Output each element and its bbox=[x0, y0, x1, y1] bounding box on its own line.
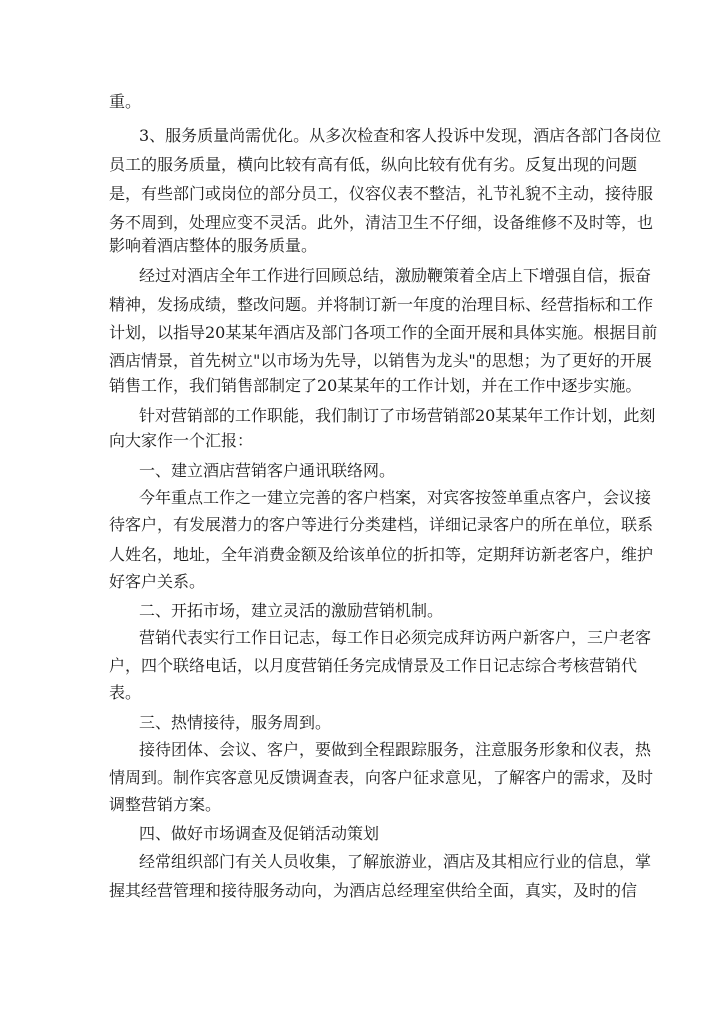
paragraph-line: 经常组织部门有关人员收集，了解旅游业，酒店及其相应行业的信息，掌 bbox=[139, 852, 652, 871]
text-line: 向大家作一个汇报： bbox=[109, 431, 254, 450]
paragraph-line: 接待团体、会议、客户，要做到全程跟踪服务，注意服务形象和仪表，热 bbox=[139, 740, 652, 759]
section-heading: 一、建立酒店营销客户通讯联络网。 bbox=[139, 461, 396, 480]
text-line: 员工的服务质量，横向比较有高有低，纵向比较有优有劣。反复出现的问题 bbox=[109, 155, 638, 174]
text-line: 调整营销方案。 bbox=[109, 795, 222, 814]
text-line: 是，有些部门或岗位的部分员工，仪容仪表不整洁，礼节礼貌不主动，接待服 bbox=[109, 184, 654, 203]
text-line: 重。 bbox=[109, 92, 142, 111]
text-line: 精神，发扬成绩，整改问题。并将制订新一年度的治理目标、经营指标和工作 bbox=[109, 295, 654, 314]
text-line: 销售工作，我们销售部制定了20某某年的工作计划，并在工作中逐步实施。 bbox=[109, 376, 642, 395]
text-line: 务不周到，处理应变不灵活。此外，清洁卫生不仔细，设备维修不及时等，也 bbox=[109, 213, 654, 232]
text-line: 酒店情景，首先树立"以市场为先导，以销售为龙头"的思想；为了更好的开展 bbox=[109, 351, 652, 370]
section-heading: 二、开拓市场，建立灵活的激励营销机制。 bbox=[139, 601, 444, 620]
text-line: 情周到。制作宾客意见反馈调查表，向客户征求意见，了解客户的需求，及时 bbox=[109, 768, 654, 787]
section-heading: 三、热情接待，服务周到。 bbox=[139, 713, 332, 732]
paragraph-line: 经过对酒店全年工作进行回顾总结，激励鞭策着全店上下增强自信，振奋 bbox=[139, 266, 652, 285]
section-heading: 四、做好市场调查及促销活动策划 bbox=[139, 824, 380, 843]
text-line: 表。 bbox=[109, 683, 142, 702]
text-line: 握其经营管理和接待服务动向，为酒店总经理室供给全面，真实，及时的信 bbox=[109, 881, 638, 900]
text-line: 待客户，有发展潜力的客户等进行分类建档，详细记录客户的所在单位，联系 bbox=[109, 515, 654, 534]
paragraph-line: 3、服务质量尚需优化。从多次检查和客人投诉中发现，酒店各部门各岗位 bbox=[139, 126, 662, 145]
paragraph-line: 针对营销部的工作职能，我们制订了市场营销部20某某年工作计划，此刻 bbox=[139, 406, 656, 425]
text-line: 计划，以指导20某某年酒店及部门各项工作的全面开展和具体实施。根据目前 bbox=[109, 323, 658, 342]
paragraph-line: 营销代表实行工作日记志，每工作日必须完成拜访两户新客户，三户老客 bbox=[139, 628, 652, 647]
paragraph-line: 今年重点工作之一建立完善的客户档案，对宾客按签单重点客户，会议接 bbox=[139, 488, 652, 507]
text-line: 影响着酒店整体的服务质量。 bbox=[109, 236, 318, 255]
text-line: 户，四个联络电话，以月度营销任务完成情景及工作日记志综合考核营销代 bbox=[109, 656, 638, 675]
text-line: 好客户关系。 bbox=[109, 572, 206, 591]
text-line: 人姓名，地址，全年消费金额及给该单位的折扣等，定期拜访新老客户，维护 bbox=[109, 545, 654, 564]
